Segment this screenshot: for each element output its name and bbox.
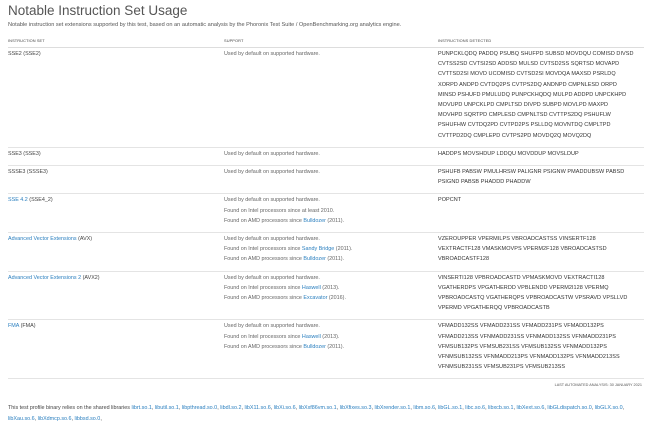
processor-link[interactable]: Sandy Bridge: [301, 246, 335, 253]
instruction-line: PSIGND PABSB PHADDD PHADDW: [438, 179, 531, 186]
library-link[interactable]: libm.so.6: [413, 405, 435, 412]
instructions-cell: [438, 147, 644, 165]
instruction-line: CVTSS2SD CVTSI2SD ADDSD MULSD CVTSD2SS SQRTSD MOVAPD: [438, 61, 620, 68]
shared-libraries-footer: [8, 403, 644, 424]
instruction-line: XORPD ANDPD CVTDQ2PS CVTPS2DQ ANDNPD CMPNLESD ORPD: [438, 81, 617, 88]
library-link[interactable]: libXfixes.so.3: [339, 405, 372, 412]
library-link[interactable]: libbsd.so.0: [74, 415, 101, 422]
processor-link[interactable]: Excavator: [303, 295, 328, 302]
table-row: [8, 194, 644, 233]
page-subtitle: Notable instruction set extensions supported by this test, based on an automatic analysis by the Phoronix Test Suite / OpenBenchmarking.org analytics engine.: [8, 22, 402, 28]
support-line: [224, 254, 438, 264]
instruction-set-label: (AVX): [76, 236, 93, 243]
processor-link[interactable]: Bulldozer: [303, 217, 326, 224]
table-row: [8, 147, 644, 165]
instruction-line: VPBROADCASTQ VGATHERQPS VPBROADCASTW VPSRAVD VPSLLVD: [438, 295, 628, 302]
support-cell: [224, 233, 438, 272]
library-link[interactable]: libXdmcp.so.6: [37, 415, 72, 422]
support-text: Found on AMD processors since: [224, 295, 304, 302]
support-line: [224, 167, 438, 177]
support-cell: [224, 147, 438, 165]
table-row: [8, 320, 644, 379]
instruction-set-cell: [8, 48, 224, 148]
support-text: (2011).: [325, 217, 345, 224]
instruction-line: MOVUPD UNPCKLPD CMPLTSD DIVPD SUBPD MOVLPD MAXPD: [438, 102, 609, 109]
support-line: [224, 321, 438, 331]
instruction-set-link[interactable]: Advanced Vector Extensions: [8, 236, 77, 243]
support-text: Found on Intel processors since: [224, 333, 302, 340]
instruction-set-cell: [8, 271, 224, 320]
library-link[interactable]: libpthread.so.0: [181, 405, 218, 412]
instruction-set-label: SSE2 (SSE2): [8, 51, 41, 57]
support-text: Used by default on supported hardware.: [224, 236, 320, 243]
library-link[interactable]: libX11.so.6: [244, 405, 271, 412]
table-header-row: [8, 38, 644, 48]
instruction-line: VFMADD213SS VFNMADD231SS VFNMADD132SS VFNMADD231PS: [438, 333, 616, 340]
instruction-line: VPERMD VPGATHERQQ VPBROADCASTB: [438, 305, 550, 312]
support-text: (2011).: [325, 256, 345, 263]
support-text: Found on Intel processors since: [224, 246, 302, 253]
table-body: [8, 48, 644, 379]
instruction-line: VFNMSUB132SS VFNMADD213PS VFNMADD132PS VFNMADD213SS: [438, 354, 620, 361]
support-line: [224, 49, 438, 59]
library-link[interactable]: libdl.so.2: [220, 405, 242, 412]
instruction-set-cell: [8, 147, 224, 165]
support-line: [224, 206, 438, 216]
instruction-line: MOVHPD SQRTPD CMPLESD CMPNLTSD CVTTPS2DQ PSHUFLW: [438, 112, 611, 119]
support-line: [224, 216, 438, 226]
instruction-set-link[interactable]: Advanced Vector Extensions 2: [8, 274, 82, 281]
library-link[interactable]: libXau.so.6: [8, 415, 35, 422]
support-line: [224, 244, 438, 254]
support-text: Used by default on supported hardware.: [224, 150, 320, 157]
library-link[interactable]: libXrender.so.1: [374, 405, 411, 412]
support-cell: [224, 271, 438, 320]
instructions-cell: [438, 194, 644, 233]
table-row: [8, 271, 644, 320]
instruction-line: CVTTPD2DQ CMPLEPD CVTPS2PD MOVDQ2Q MOVQ2DQ: [438, 132, 592, 139]
column-header-instructions-detected: INSTRUCTIONS DETECTED: [438, 38, 644, 48]
support-cell: [224, 194, 438, 233]
instruction-set-label: (SSE4_2): [27, 197, 53, 204]
library-link[interactable]: libGLdispatch.so.0: [547, 405, 592, 412]
instruction-line: VGATHERDPS VPGATHERDD VPBLENDD VPERM2I128 VPERMQ: [438, 284, 609, 291]
instruction-set-link[interactable]: SSE 4.2: [8, 197, 28, 204]
instruction-set-link[interactable]: FMA: [8, 323, 20, 330]
support-cell: [224, 320, 438, 379]
library-link[interactable]: libGLX.so.0: [594, 405, 623, 412]
table-row: [8, 166, 644, 194]
support-line: [224, 332, 438, 342]
support-text: (2016).: [327, 295, 346, 302]
support-text: Used by default on supported hardware.: [224, 197, 320, 204]
support-line: [224, 342, 438, 352]
support-text: Found on Intel processors since at least 2010.: [224, 207, 335, 214]
instruction-set-label: SSSE3 (SSSE3): [8, 169, 48, 176]
support-text: Used by default on supported hardware.: [224, 323, 320, 330]
support-text: Found on Intel processors since: [224, 284, 302, 291]
support-line: [224, 149, 438, 159]
support-text: Used by default on supported hardware.: [224, 274, 320, 281]
instruction-line: VINSERTI128 VPBROADCASTD VPMASKMOVD VEXTRACTI128: [438, 274, 605, 281]
processor-link[interactable]: Haswell: [301, 284, 321, 291]
support-text: (2011).: [325, 343, 345, 350]
table-row: [8, 233, 644, 272]
support-text: Used by default on supported hardware.: [224, 51, 320, 57]
support-text: (2011).: [334, 246, 353, 253]
instruction-set-cell: [8, 233, 224, 272]
footer-intro: This test profile binary relies on the shared libraries: [8, 405, 132, 412]
instruction-line: VFMADD132SS VFMADD231SS VFMADD231PS VFMADD132PS: [438, 323, 604, 330]
instruction-set-usage-page: [8, 0, 644, 424]
instruction-set-label: (AVX2): [81, 274, 100, 281]
last-analysis-note: LAST AUTOMATED ANALYSIS: 30 JANUARY 2021: [554, 383, 642, 388]
instruction-line: VZEROUPPER VPERMILPS VBROADCASTSS VINSERTF128: [438, 236, 596, 243]
instruction-set-label: (FMA): [19, 323, 36, 330]
instruction-line: PSHUFB PABSW PMULHRSW PALIGNR PSIGNW PMADDUBSW PABSD: [438, 169, 625, 176]
instructions-cell: [438, 320, 644, 379]
instruction-line: PSHUFHW CVTDQ2PD CVTPD2PS PSLLDQ MOVNTDQ CMPLTPD: [438, 122, 611, 129]
support-cell: [224, 166, 438, 194]
support-cell: [224, 48, 438, 148]
instruction-line: VFNMSUB231SS VFMSUB231PS VFMSUB213SS: [438, 364, 566, 371]
support-line: [224, 293, 438, 303]
library-link[interactable]: libXext.so.6: [516, 405, 545, 412]
instruction-line: MINSD PSHUFD PMULUDQ PUNPCKHQDQ MULPD ADDPD UNPCKHPD: [438, 91, 627, 98]
support-text: Found on AMD processors since: [224, 217, 304, 224]
instructions-cell: [438, 233, 644, 272]
instructions-cell: [438, 166, 644, 194]
library-link[interactable]: librt.so.1: [131, 405, 152, 412]
instruction-line: VBROADCASTF128: [438, 256, 490, 263]
table-row: [8, 48, 644, 148]
instruction-line: POPCNT: [438, 197, 462, 204]
instruction-set-cell: [8, 166, 224, 194]
instruction-line: HADDPS MOVSHDUP LDDQU MOVDDUP MOVSLDUP: [438, 150, 579, 157]
library-link[interactable]: libutil.so.1: [154, 405, 179, 412]
instruction-set-cell: [8, 320, 224, 379]
library-link[interactable]: libGL.so.1: [438, 405, 463, 412]
support-text: (2013).: [320, 333, 340, 340]
support-text: Used by default on supported hardware.: [224, 169, 320, 176]
library-link[interactable]: libXxf86vm.so.1: [298, 405, 337, 412]
instruction-line: CVTTSD2SI MOVD UCOMISD CVTSD2SI MOVDQA MAXSD PSRLDQ: [438, 71, 616, 78]
processor-link[interactable]: Haswell: [301, 333, 321, 340]
library-link[interactable]: libxcb.so.1: [488, 405, 514, 412]
support-text: (2013).: [320, 284, 340, 291]
instructions-cell: [438, 48, 644, 148]
support-line: [224, 273, 438, 283]
support-line: [224, 234, 438, 244]
page-title: Notable Instruction Set Usage: [8, 3, 188, 18]
instructions-cell: [438, 271, 644, 320]
processor-link[interactable]: Bulldozer: [303, 256, 326, 263]
library-link[interactable]: libXi.so.6: [273, 405, 296, 412]
instruction-set-cell: [8, 194, 224, 233]
column-header-instruction-set: INSTRUCTION SET: [8, 38, 224, 48]
library-link[interactable]: libc.so.6: [465, 405, 486, 412]
instruction-line: VFMSUB132PS VFMSUB231SS VFMSUB132SS VFNMADD132PS: [438, 343, 607, 350]
support-line: [224, 195, 438, 205]
support-line: [224, 283, 438, 293]
support-text: Found on AMD processors since: [224, 256, 304, 263]
support-text: Found on AMD processors since: [224, 343, 304, 350]
library-list: librt.so.1, libutil.so.1, libpthread.so.0, libdl.so.2, libX11.so.6, libXi.so.6, libXxf86vm.so.1, libXfixes.so.3, libXrender.so.1, libm.so.6, libGL.so.1, libc.so.6, libxcb.so.1, libXext.so.6, libGLdispatch.so.0, libGLX.so.0, libXau.so.6, libXdmcp.so.6, libbsd.so.0,: [8, 405, 625, 422]
column-header-support: SUPPORT: [224, 38, 438, 48]
instruction-set-label: SSE3 (SSE3): [8, 150, 41, 157]
instruction-line: PUNPCKLQDQ PADDQ PSUBQ SHUFPD SUBSD MOVDQU COMISD DIVSD: [438, 51, 634, 57]
instruction-set-table: [8, 38, 644, 379]
processor-link[interactable]: Bulldozer: [303, 343, 326, 350]
instruction-line: VEXTRACTF128 VMASKMOVPS VPERM2F128 VBROADCASTSD: [438, 246, 607, 253]
